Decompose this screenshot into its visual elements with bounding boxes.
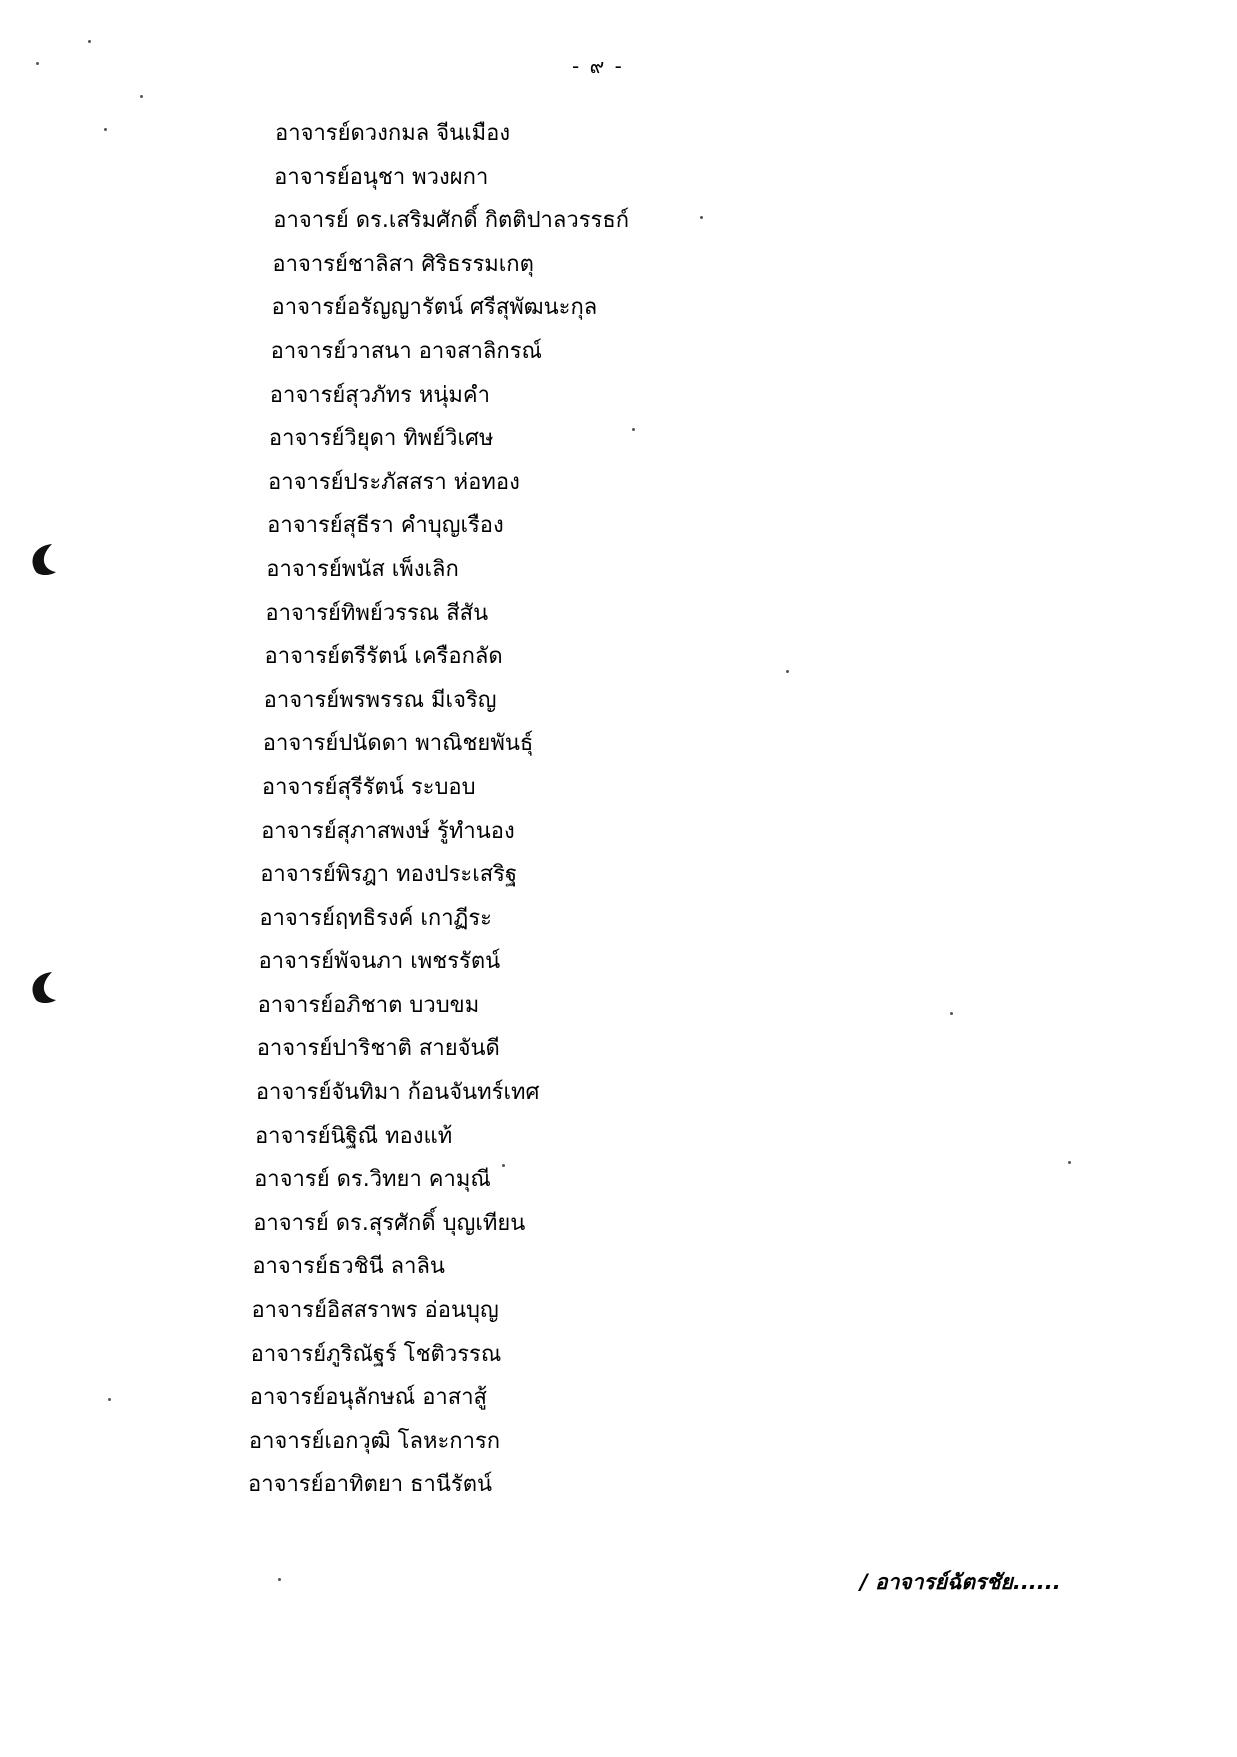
page-number: - ๙ - — [572, 54, 624, 78]
scan-speck — [950, 1012, 953, 1015]
name-list-item — [0, 1027, 1237, 1071]
name-list-item — [0, 156, 1237, 200]
name-list-item — [0, 1376, 1237, 1420]
name-text: อาจารย์ประภัสสรา ห่อทอง — [268, 469, 520, 495]
name-list-item — [0, 984, 1237, 1028]
name-text: อาจารย์ธวชินี ลาลิน — [252, 1254, 445, 1280]
scan-speck — [36, 62, 39, 65]
name-list-item — [0, 635, 1237, 679]
name-text: อาจารย์ปนัดดา พาณิชยพันธุ์ — [262, 731, 534, 757]
name-text: อาจารย์พัจนภา เพชรรัตน์ — [258, 949, 501, 975]
name-text: อาจารย์ ดร.เสริมศักดิ์ กิตติปาลวรรธก์ — [273, 208, 630, 234]
binder-hole-mark — [22, 538, 62, 578]
name-list-item — [0, 940, 1237, 984]
name-list-item — [0, 243, 1237, 287]
binder-hole-mark — [22, 966, 62, 1006]
name-text: อาจารย์ชาลิสา ศิริธรรมเกตุ — [272, 251, 534, 277]
name-list-item — [0, 504, 1237, 548]
name-list-item — [0, 112, 1237, 156]
continuation-note: / อาจารย์ฉัตรชัย...... — [860, 1570, 1061, 1594]
name-list-item — [0, 722, 1237, 766]
name-text: อาจารย์อภิชาต บวบขม — [257, 992, 480, 1018]
name-text: อาจารย์ ดร.วิทยา คามุณี — [254, 1167, 491, 1193]
name-text: อาจารย์ปาริชาติ สายจันดี — [256, 1036, 500, 1062]
name-list-item — [0, 286, 1237, 330]
name-list-item — [0, 1158, 1237, 1202]
name-list-item — [0, 1115, 1237, 1159]
name-text: อาจารย์อาทิตยา ธานีรัตน์ — [248, 1472, 493, 1498]
name-text: อาจารย์สุรีรัตน์ ระบอบ — [261, 774, 476, 800]
name-text: อาจารย์ฤทธิรงค์ เกาฏีระ — [259, 905, 492, 931]
scan-speck — [278, 1578, 281, 1581]
name-list-item — [0, 374, 1237, 418]
name-text: อาจารย์อิสสราพร อ่อนบุญ — [251, 1298, 499, 1324]
name-list-item — [0, 897, 1237, 941]
scan-speck — [1068, 1161, 1071, 1164]
scan-speck — [88, 40, 91, 43]
scan-speck — [140, 95, 143, 98]
name-text: อาจารย์สุธีรา คำบุญเรือง — [267, 513, 504, 539]
name-text: อาจารย์อรัญญารัตน์ ศรีสุพัฒนะกุล — [271, 295, 598, 321]
name-text: อาจารย์สุวภัทร หนุ่มคำ — [269, 382, 490, 408]
name-list-item — [0, 1245, 1237, 1289]
scan-speck — [632, 428, 635, 431]
scan-speck — [104, 128, 107, 131]
name-list — [0, 112, 1237, 1507]
name-text: อาจารย์วาสนา อาจสาลิกรณ์ — [270, 338, 542, 364]
name-text: อาจารย์พรพรรณ มีเจริญ — [263, 687, 497, 713]
name-text: อาจารย์พนัส เพ็งเลิก — [266, 556, 459, 582]
name-text: อาจารย์อนุลักษณ์ อาสาสู้ — [249, 1385, 487, 1411]
scan-speck — [786, 670, 789, 673]
name-text: อาจารย์ดวงกมล จีนเมือง — [275, 121, 511, 146]
name-list-item — [0, 1289, 1237, 1333]
name-list-item — [0, 417, 1237, 461]
name-list-item — [0, 461, 1237, 505]
scan-speck — [700, 216, 703, 219]
name-list-item — [0, 330, 1237, 374]
name-list-item — [0, 1333, 1237, 1377]
name-text: อาจารย์ ดร.สุรศักดิ์ บุญเทียน — [253, 1210, 526, 1236]
name-list-item — [0, 1071, 1237, 1115]
name-text: อาจารย์ตรีรัตน์ เครือกลัด — [264, 644, 503, 670]
name-text: อาจารย์พิรฎา ทองประเสริฐ — [260, 862, 518, 888]
name-text: อาจารย์วิยุดา ทิพย์วิเศษ — [268, 426, 494, 452]
name-list-item — [0, 1463, 1237, 1507]
name-list-item — [0, 1420, 1237, 1464]
name-list-item — [0, 548, 1237, 592]
name-list-item — [0, 853, 1237, 897]
name-text: อาจารย์ทิพย์วรรณ สีสัน — [265, 600, 489, 626]
name-text: อาจารย์สุภาสพงษ์ รู้ทำนอง — [261, 818, 515, 844]
name-text: อาจารย์ภูริณัฐร์ โชติวรรณ — [250, 1341, 502, 1367]
name-text: อาจารย์เอกวุฒิ โลหะการก — [248, 1428, 501, 1454]
scan-speck — [108, 1398, 111, 1401]
name-list-item — [0, 199, 1237, 243]
name-list-item — [0, 810, 1237, 854]
scan-speck — [502, 1164, 505, 1167]
name-list-item — [0, 679, 1237, 723]
name-text: อาจารย์จันทิมา ก้อนจันทร์เทศ — [255, 1080, 540, 1106]
name-list-item — [0, 1202, 1237, 1246]
name-text: อาจารย์นิฐิณี ทองแท้ — [254, 1123, 453, 1149]
name-text: อาจารย์อนุชา พวงผกา — [274, 164, 489, 190]
name-list-item — [0, 766, 1237, 810]
name-list-item — [0, 592, 1237, 636]
